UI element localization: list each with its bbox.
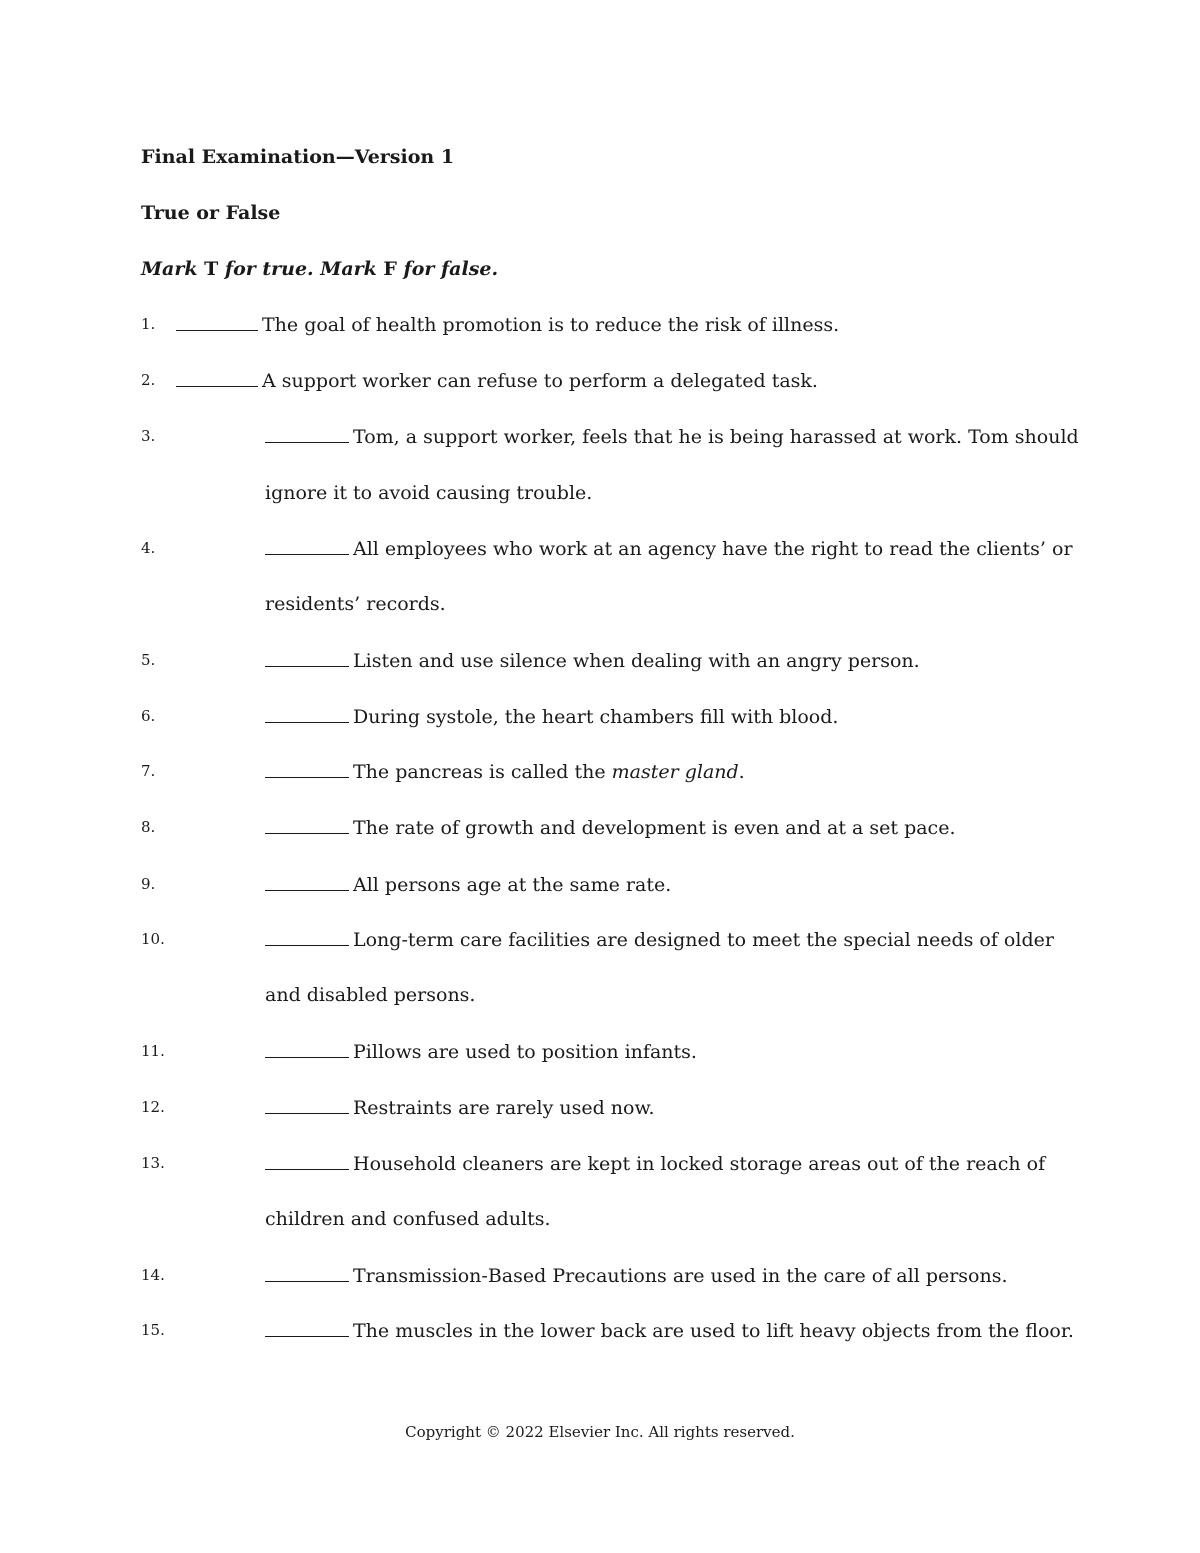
question-text-continuation: residents’ records. — [265, 593, 446, 615]
question-text: Long-term care facilities are designed to meet the special needs of older — [353, 929, 1054, 951]
answer-blank[interactable] — [265, 1262, 349, 1282]
answer-blank[interactable] — [176, 367, 258, 387]
question-13 — [265, 1150, 1045, 1177]
question-text: Listen and use silence when dealing with an angry person. — [353, 650, 920, 672]
answer-blank[interactable] — [265, 926, 349, 946]
instructions — [141, 256, 498, 282]
answer-blank[interactable] — [176, 311, 258, 331]
answer-blank[interactable] — [265, 758, 349, 778]
question-text: Pillows are used to position infants. — [353, 1041, 697, 1063]
question-number: 12. — [141, 1098, 165, 1116]
question-3 — [265, 423, 1079, 450]
question-number: 8. — [141, 818, 156, 836]
question-text: Household cleaners are kept in locked storage areas out of the reach of — [353, 1153, 1046, 1175]
question-number: 3. — [141, 427, 156, 445]
question-number: 1. — [141, 315, 156, 333]
question-number: 5. — [141, 651, 156, 669]
question-9 — [265, 871, 671, 898]
question-text: During systole, the heart chambers fill with blood. — [353, 706, 839, 728]
copyright-footer: Copyright © 2022 Elsevier Inc. All rights reserved. — [405, 1423, 795, 1441]
question-8 — [265, 814, 955, 841]
question-number: 14. — [141, 1266, 165, 1284]
question-text: All persons age at the same rate. — [353, 874, 672, 896]
page-title: Final Examination—Version 1 — [141, 146, 455, 168]
question-6 — [265, 703, 838, 730]
question-number: 10. — [141, 930, 165, 948]
answer-blank[interactable] — [265, 703, 349, 723]
question-text: The pancreas is called the — [353, 761, 612, 783]
answer-blank[interactable] — [265, 1038, 349, 1058]
answer-blank[interactable] — [265, 1150, 349, 1170]
section-heading: True or False — [141, 202, 281, 224]
question-number: 6. — [141, 707, 156, 725]
question-5 — [265, 647, 920, 674]
answer-blank[interactable] — [265, 814, 349, 834]
question-text: All employees who work at an agency have the right to read the clients’ or — [353, 538, 1073, 560]
question-1 — [176, 311, 839, 338]
question-text: Transmission-Based Precautions are used in the care of all persons. — [353, 1265, 1008, 1287]
question-number: 11. — [141, 1042, 165, 1060]
answer-blank[interactable] — [265, 535, 349, 555]
question-text-suffix: . — [738, 761, 745, 783]
question-11 — [265, 1038, 697, 1065]
question-12 — [265, 1094, 655, 1121]
instructions-part-1: Mark — [141, 258, 205, 280]
question-14 — [265, 1262, 1008, 1289]
answer-blank[interactable] — [265, 871, 349, 891]
question-number: 9. — [141, 875, 156, 893]
question-number: 2. — [141, 371, 156, 389]
question-2 — [176, 367, 818, 394]
question-10 — [265, 926, 1054, 953]
question-text-continuation: and disabled persons. — [265, 984, 476, 1006]
question-text-continuation: ignore it to avoid causing trouble. — [265, 482, 593, 504]
question-text: Restraints are rarely used now. — [353, 1097, 655, 1119]
question-text: The muscles in the lower back are used to lift heavy objects from the floor. — [353, 1320, 1074, 1342]
question-4 — [265, 535, 1073, 562]
instructions-part-3: for false. — [396, 258, 499, 280]
question-number: 15. — [141, 1321, 165, 1339]
question-emphasis: master gland — [611, 761, 739, 783]
question-text: The goal of health promotion is to reduce the risk of illness. — [262, 314, 840, 336]
instructions-false-letter: F — [383, 258, 397, 280]
question-text: Tom, a support worker, feels that he is being harassed at work. Tom should — [353, 426, 1079, 448]
question-number: 13. — [141, 1154, 165, 1172]
answer-blank[interactable] — [265, 1094, 349, 1114]
answer-blank[interactable] — [265, 423, 349, 443]
question-text: The rate of growth and development is even and at a set pace. — [353, 817, 956, 839]
question-text-continuation: children and confused adults. — [265, 1208, 551, 1230]
answer-blank[interactable] — [265, 1317, 349, 1337]
answer-blank[interactable] — [265, 647, 349, 667]
instructions-true-letter: T — [204, 258, 219, 280]
question-number: 4. — [141, 539, 156, 557]
question-number: 7. — [141, 762, 156, 780]
question-text: A support worker can refuse to perform a delegated task. — [262, 370, 818, 392]
question-15 — [265, 1317, 1074, 1344]
question-7 — [265, 758, 745, 785]
instructions-part-2: for true. Mark — [218, 258, 384, 280]
